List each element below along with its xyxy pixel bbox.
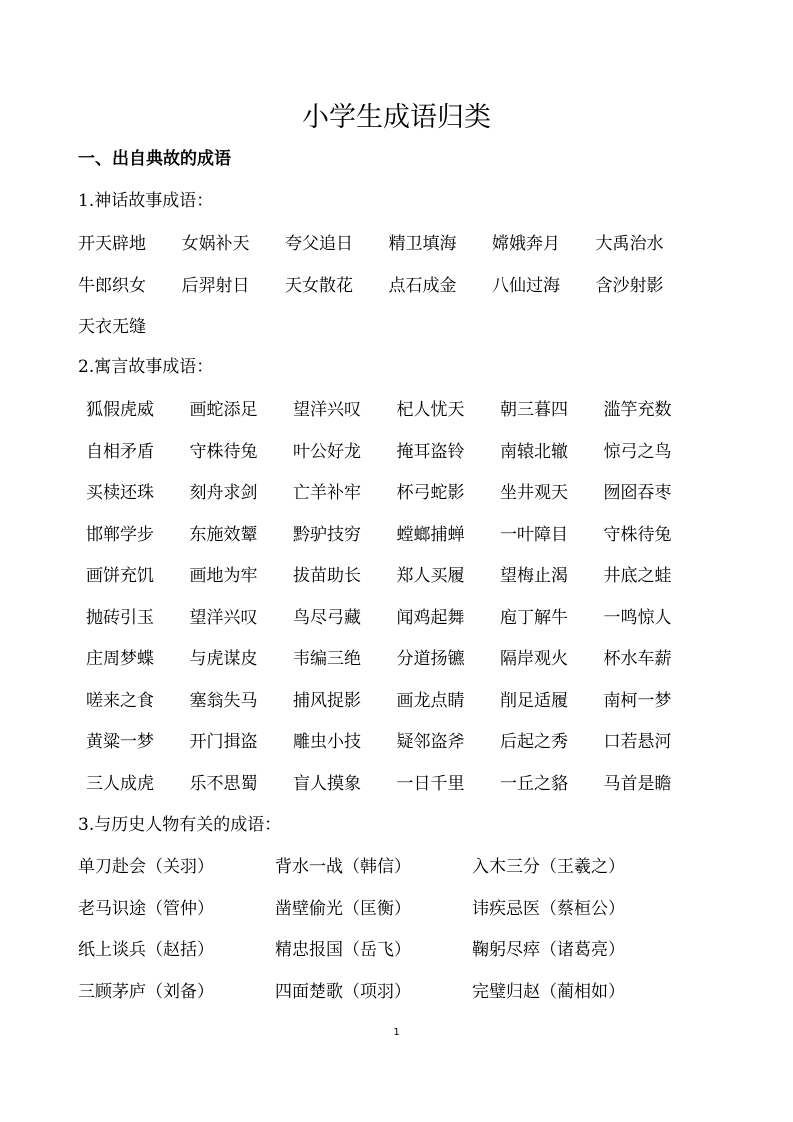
idiom-grid-myth — [78, 221, 718, 346]
idiom-item: 完璧归赵（蔺相如） — [472, 981, 625, 1002]
idiom-item: 买椟还珠 — [86, 483, 154, 504]
idiom-item: 嫦娥奔月 — [492, 234, 560, 255]
idiom-item: 滥竽充数 — [603, 400, 672, 421]
idiom-row — [86, 387, 726, 429]
idiom-item: 望洋兴叹 — [189, 607, 258, 628]
subheading-fable: 2.寓言故事成语： — [78, 357, 214, 377]
idiom-item: 井底之蛙 — [603, 566, 672, 587]
idiom-item: 画蛇添足 — [189, 400, 258, 421]
idiom-item: 马首是瞻 — [603, 773, 672, 794]
idiom-grid-history — [78, 844, 718, 1010]
idiom-item: 纸上谈兵（赵括） — [78, 940, 214, 961]
idiom-item: 望梅止渴 — [500, 566, 568, 587]
idiom-item: 一日千里 — [396, 773, 465, 794]
idiom-item: 一鸣惊人 — [603, 607, 672, 628]
idiom-item: 塞翁失马 — [189, 690, 258, 711]
idiom-item: 惊弓之鸟 — [603, 441, 672, 462]
idiom-item: 含沙射影 — [595, 275, 664, 296]
idiom-item: 三人成虎 — [86, 773, 154, 794]
idiom-row — [78, 304, 718, 346]
idiom-row — [86, 595, 726, 637]
idiom-item: 杞人忧天 — [396, 400, 465, 421]
idiom-item: 鸟尽弓藏 — [293, 607, 361, 628]
idiom-row — [78, 844, 718, 886]
subheading-history: 3.与历史人物有关的成语： — [78, 815, 282, 835]
idiom-item: 鞠躬尽瘁（诸葛亮） — [472, 940, 625, 961]
idiom-item: 疑邻盗斧 — [396, 732, 465, 753]
idiom-item: 嗟来之食 — [86, 690, 154, 711]
idiom-item: 四面楚歌（项羽） — [275, 981, 411, 1002]
idiom-item: 精卫填海 — [388, 234, 457, 255]
section-heading-1: 一、出自典故的成语 — [78, 149, 231, 169]
idiom-item: 闻鸡起舞 — [396, 607, 465, 628]
idiom-item: 掩耳盗铃 — [396, 441, 465, 462]
idiom-item: 大禹治水 — [595, 234, 664, 255]
idiom-item: 乐不思蜀 — [189, 773, 258, 794]
idiom-item: 凿壁偷光（匡衡） — [275, 898, 411, 919]
idiom-item: 夸父追日 — [285, 234, 353, 255]
idiom-item: 画饼充饥 — [86, 566, 154, 587]
idiom-item: 背水一战（韩信） — [275, 857, 411, 878]
idiom-item: 开门揖盗 — [189, 732, 258, 753]
idiom-item: 狐假虎威 — [86, 400, 154, 421]
idiom-item: 拔苗助长 — [293, 566, 361, 587]
idiom-item: 抛砖引玉 — [86, 607, 154, 628]
idiom-grid-fable — [86, 387, 726, 802]
idiom-item: 叶公好龙 — [293, 441, 361, 462]
idiom-item: 黄粱一梦 — [86, 732, 154, 753]
idiom-item: 盲人摸象 — [293, 773, 361, 794]
idiom-item: 朝三暮四 — [500, 400, 568, 421]
idiom-item: 坐井观天 — [500, 483, 568, 504]
idiom-item: 画地为牢 — [189, 566, 258, 587]
idiom-item: 入木三分（王羲之） — [472, 857, 625, 878]
idiom-item: 画龙点睛 — [396, 690, 465, 711]
idiom-item: 开天辟地 — [78, 234, 146, 255]
idiom-item: 一叶障目 — [500, 524, 568, 545]
page-number: 1 — [393, 1027, 400, 1038]
idiom-item: 牛郎织女 — [78, 275, 146, 296]
idiom-row — [78, 221, 718, 263]
idiom-row — [86, 429, 726, 471]
idiom-row — [86, 719, 726, 761]
idiom-row — [86, 636, 726, 678]
idiom-item: 螳螂捕蝉 — [396, 524, 465, 545]
idiom-item: 隔岸观火 — [500, 649, 568, 670]
idiom-item: 南辕北辙 — [500, 441, 568, 462]
idiom-item: 黔驴技穷 — [293, 524, 361, 545]
idiom-row — [86, 678, 726, 720]
idiom-item: 杯水车薪 — [603, 649, 672, 670]
idiom-item: 韦编三绝 — [293, 649, 361, 670]
idiom-item: 精忠报国（岳飞） — [275, 940, 411, 961]
idiom-item: 天女散花 — [285, 275, 353, 296]
idiom-item: 邯郸学步 — [86, 524, 154, 545]
idiom-item: 削足适履 — [500, 690, 568, 711]
idiom-item: 后起之秀 — [500, 732, 568, 753]
idiom-item: 八仙过海 — [492, 275, 560, 296]
idiom-row — [78, 263, 718, 305]
page-title: 小学生成语归类 — [302, 102, 491, 133]
idiom-item: 老马识途（管仲） — [78, 898, 214, 919]
idiom-item: 讳疾忌医（蔡桓公） — [472, 898, 625, 919]
idiom-item: 望洋兴叹 — [293, 400, 361, 421]
idiom-item: 自相矛盾 — [86, 441, 154, 462]
idiom-row — [86, 512, 726, 554]
idiom-item: 点石成金 — [388, 275, 457, 296]
idiom-item: 守株待兔 — [189, 441, 258, 462]
idiom-item: 后羿射日 — [181, 275, 250, 296]
idiom-item: 一丘之貉 — [500, 773, 568, 794]
idiom-item: 囫囵吞枣 — [603, 483, 672, 504]
idiom-item: 分道扬镳 — [396, 649, 465, 670]
idiom-item: 口若悬河 — [603, 732, 672, 753]
idiom-item: 与虎谋皮 — [189, 649, 258, 670]
idiom-item: 捕风捉影 — [293, 690, 361, 711]
idiom-item: 庄周梦蝶 — [86, 649, 154, 670]
idiom-row — [86, 761, 726, 803]
idiom-item: 天衣无缝 — [78, 317, 146, 338]
idiom-item: 郑人买履 — [396, 566, 465, 587]
idiom-row — [78, 886, 718, 928]
idiom-row — [78, 927, 718, 969]
idiom-item: 东施效颦 — [189, 524, 258, 545]
subheading-myth: 1.神话故事成语： — [78, 191, 214, 211]
idiom-item: 杯弓蛇影 — [396, 483, 465, 504]
idiom-item: 女娲补天 — [181, 234, 250, 255]
idiom-item: 雕虫小技 — [293, 732, 361, 753]
idiom-row — [86, 553, 726, 595]
idiom-item: 亡羊补牢 — [293, 483, 361, 504]
idiom-row — [78, 969, 718, 1011]
idiom-item: 庖丁解牛 — [500, 607, 568, 628]
idiom-item: 刻舟求剑 — [189, 483, 258, 504]
idiom-item: 守株待兔 — [603, 524, 672, 545]
idiom-row — [86, 470, 726, 512]
idiom-item: 南柯一梦 — [603, 690, 672, 711]
idiom-item: 三顾茅庐（刘备） — [78, 981, 214, 1002]
idiom-item: 单刀赴会（关羽） — [78, 857, 214, 878]
